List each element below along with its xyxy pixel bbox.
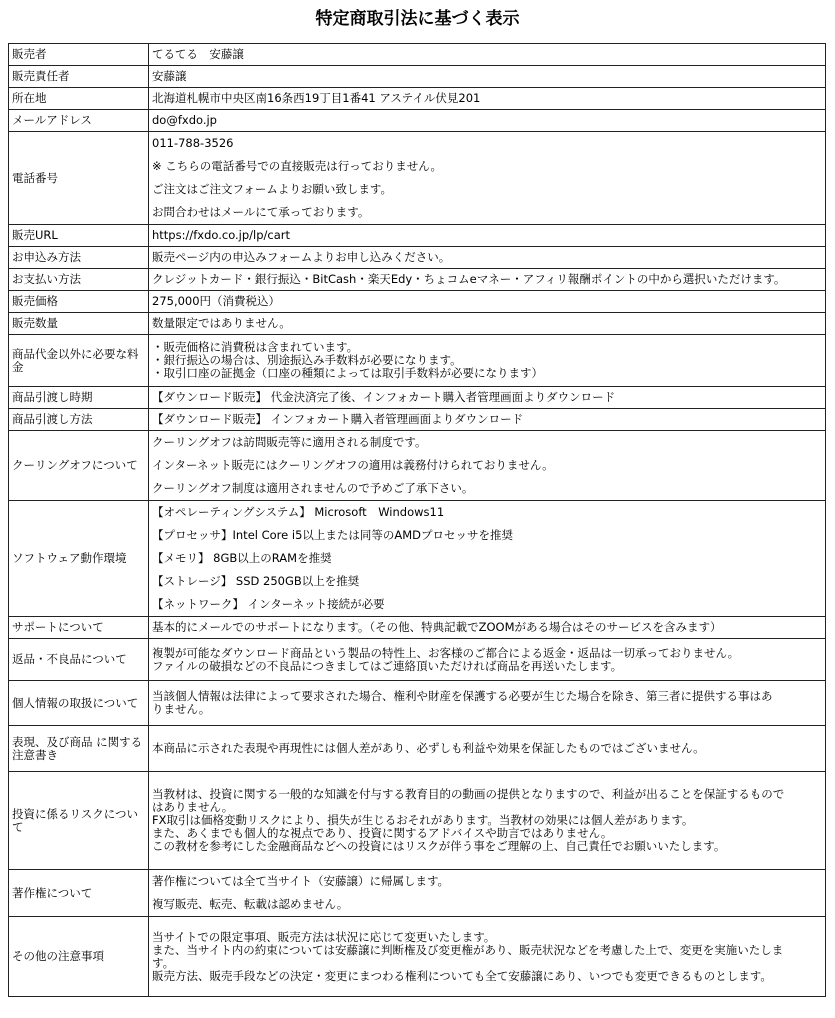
table-row xyxy=(9,501,826,617)
row-value xyxy=(149,431,826,501)
row-value xyxy=(149,409,826,431)
table-row xyxy=(9,617,826,639)
value-line: 基本的にメールでのサポートになります。（その他、特典記載でZOOMがある場合はそのサービスを含みます） xyxy=(152,620,722,634)
value-line: クーリングオフ制度は適用されませんので予めご了承下さい。 xyxy=(152,481,474,495)
value-line: ・銀行振込の場合は、別途振込み手数料が必要になります。 xyxy=(152,353,462,367)
table-row xyxy=(9,870,826,917)
value-line: 【ストレージ】 SSD 250GB以上を推奨 xyxy=(152,574,360,588)
row-label: 販売URL xyxy=(9,225,149,247)
row-value xyxy=(149,110,826,132)
row-value xyxy=(149,639,826,681)
value-line: 著作権については全て当サイト（安藤譲）に帰属します。 xyxy=(152,874,450,888)
row-value xyxy=(149,247,826,269)
value-line: す。 xyxy=(152,955,175,970)
row-label: 販売者 xyxy=(9,44,149,66)
row-label: 販売責任者 xyxy=(9,66,149,88)
commerce-disclosure-table xyxy=(8,43,826,997)
table-row xyxy=(9,225,826,247)
row-value xyxy=(149,772,826,870)
value-line: ファイルの破損などの不良品につきましてはご連絡頂いただければ商品を再送いたします。 xyxy=(152,658,623,673)
value-line: てるてる 安藤譲 xyxy=(152,47,244,61)
row-label: 投資に係るリスクについて xyxy=(9,772,149,870)
value-line: ・販売価格に消費税は含まれています。 xyxy=(152,340,359,354)
table-row xyxy=(9,917,826,997)
row-value xyxy=(149,291,826,313)
value-line: 複製が可能なダウンロード商品という製品の特性上、お客様のご都合による返金・返品は一切承っておりません。 xyxy=(152,645,740,660)
value-line: また、当サイト内の約束については安藤譲に判断権及び変更権があり、販売状況などを考慮した上で、変更を実施いたしま xyxy=(152,942,784,957)
page-title: 特定商取引法に基づく表示 xyxy=(315,9,520,29)
row-value xyxy=(149,387,826,409)
row-label: 表現、及び商品 に関する注意書き xyxy=(9,726,149,772)
value-line: do@fxdo.jp xyxy=(152,113,217,127)
table-row xyxy=(9,247,826,269)
table-row xyxy=(9,269,826,291)
value-line: ご注文はご注文フォームよりお願い致します。 xyxy=(152,182,393,196)
value-line: クレジットカード・銀行振込・BitCash・楽天Edy・ちょコムeマネー・アフィリ報酬ポイントの中から選択いただけます。 xyxy=(152,272,786,286)
table-row xyxy=(9,335,826,387)
table-row xyxy=(9,313,826,335)
row-value xyxy=(149,617,826,639)
row-value xyxy=(149,917,826,997)
row-value xyxy=(149,225,826,247)
table-row xyxy=(9,88,826,110)
row-value xyxy=(149,269,826,291)
value-line: 北海道札幌市中央区南16条西19丁目1番41 アステイル伏見201 xyxy=(152,91,481,105)
value-line: 本商品に示された表現や再現性には個人差があり、必ずしも利益や効果を保証したものではございません。 xyxy=(152,741,705,755)
value-line: インターネット販売にはクーリングオフの適用は義務付けられておりません。 xyxy=(152,458,554,472)
row-label: 著作権について xyxy=(9,870,149,917)
row-value xyxy=(149,501,826,617)
row-value xyxy=(149,681,826,726)
table-row xyxy=(9,409,826,431)
row-label: 販売価格 xyxy=(9,291,149,313)
value-line: クーリングオフは訪問販売等に適用される制度です。 xyxy=(152,435,427,449)
value-line: また、あくまでも個人的な視点であり、投資に関するアドバイスや助言ではありません。 xyxy=(152,826,613,840)
row-value xyxy=(149,313,826,335)
value-line: 【ネットワーク】 インターネット接続が必要 xyxy=(152,597,385,611)
table-row xyxy=(9,387,826,409)
value-line: 【ダウンロード販売】 インフォカート購入者管理画面よりダウンロード xyxy=(152,412,524,426)
value-line: この教材を参考にした金融商品などへの投資にはリスクが伴う事をご理解の上、自己責任でお願いいたします。 xyxy=(152,839,726,853)
value-line: 275,000円（消費税込） xyxy=(152,294,281,308)
value-line: りません。 xyxy=(152,702,211,716)
value-line: 011-788-3526 xyxy=(152,136,234,150)
row-value xyxy=(149,335,826,387)
row-label: 個人情報の取扱について xyxy=(9,681,149,726)
value-line: はありません。 xyxy=(152,800,234,814)
row-label: 販売数量 xyxy=(9,313,149,335)
row-label: 電話番号 xyxy=(9,132,149,225)
table-row xyxy=(9,110,826,132)
row-label: クーリングオフについて xyxy=(9,431,149,501)
value-line: 複写販売、転売、転載は認めません。 xyxy=(152,897,349,911)
row-label: 返品・不良品について xyxy=(9,639,149,681)
value-line: 【プロセッサ】Intel Core i5以上または同等のAMDプロセッサを推奨 xyxy=(152,528,514,542)
table-row xyxy=(9,772,826,870)
value-line: 数量限定ではありません。 xyxy=(152,316,291,330)
row-value xyxy=(149,88,826,110)
table-row xyxy=(9,66,826,88)
value-line: ・取引口座の証拠金（口座の種類によっては取引手数料が必要になります） xyxy=(152,366,543,380)
value-line: 当教材は、投資に関する一般的な知識を付与する教育目的の動画の提供となりますので、利益が出ることを保証するもので xyxy=(152,787,785,801)
value-line: 【ダウンロード販売】 代金決済完了後、インフォカート購入者管理画面よりダウンロード xyxy=(152,390,616,404)
row-value xyxy=(149,44,826,66)
value-line: 【オペレーティングシステム】 Microsoft Windows11 xyxy=(152,505,445,519)
row-label: その他の注意事項 xyxy=(9,917,149,997)
value-line: 【メモリ】 8GB以上のRAMを推奨 xyxy=(152,551,332,565)
row-label: メールアドレス xyxy=(9,110,149,132)
table-row xyxy=(9,639,826,681)
value-line: 安藤譲 xyxy=(152,69,187,83)
row-value xyxy=(149,132,826,225)
row-value xyxy=(149,66,826,88)
value-line: FX取引は価格変動リスクにより、損失が生じるおそれがあります。当教材の効果には個人差があります。 xyxy=(152,813,694,827)
row-label: ソフトウェア動作環境 xyxy=(9,501,149,617)
value-line: 販売方法、販売手段などの決定・変更にまつわる権利についても全て安藤譲にあり、いつでも変更できるものとします。 xyxy=(152,968,772,983)
row-label: 商品代金以外に必要な料金 xyxy=(9,335,149,387)
value-line: https://fxdo.co.jp/lp/cart xyxy=(152,228,291,242)
row-label: サポートについて xyxy=(9,617,149,639)
table-row xyxy=(9,431,826,501)
table-row xyxy=(9,132,826,225)
row-value xyxy=(149,726,826,772)
value-line: 当該個人情報は法律によって要求された場合、権利や財産を保護する必要が生じた場合を除き、第三者に提供する事はあ xyxy=(152,689,773,703)
value-line: ※ こちらの電話番号での直接販売は行っておりません。 xyxy=(152,159,442,173)
table-row xyxy=(9,681,826,726)
table-row xyxy=(9,726,826,772)
row-label: お支払い方法 xyxy=(9,269,149,291)
row-value xyxy=(149,870,826,917)
table-row xyxy=(9,291,826,313)
value-line: 販売ページ内の申込みフォームよりお申し込みください。 xyxy=(152,250,451,264)
value-line: お問合わせはメールにて承っております。 xyxy=(152,205,370,219)
row-label: お申込み方法 xyxy=(9,247,149,269)
row-label: 所在地 xyxy=(9,88,149,110)
table-row xyxy=(9,44,826,66)
row-label: 商品引渡し方法 xyxy=(9,409,149,431)
row-label: 商品引渡し時期 xyxy=(9,387,149,409)
value-line: 当サイトでの限定事項、販売方法は状況に応じて変更いたします。 xyxy=(152,929,496,944)
